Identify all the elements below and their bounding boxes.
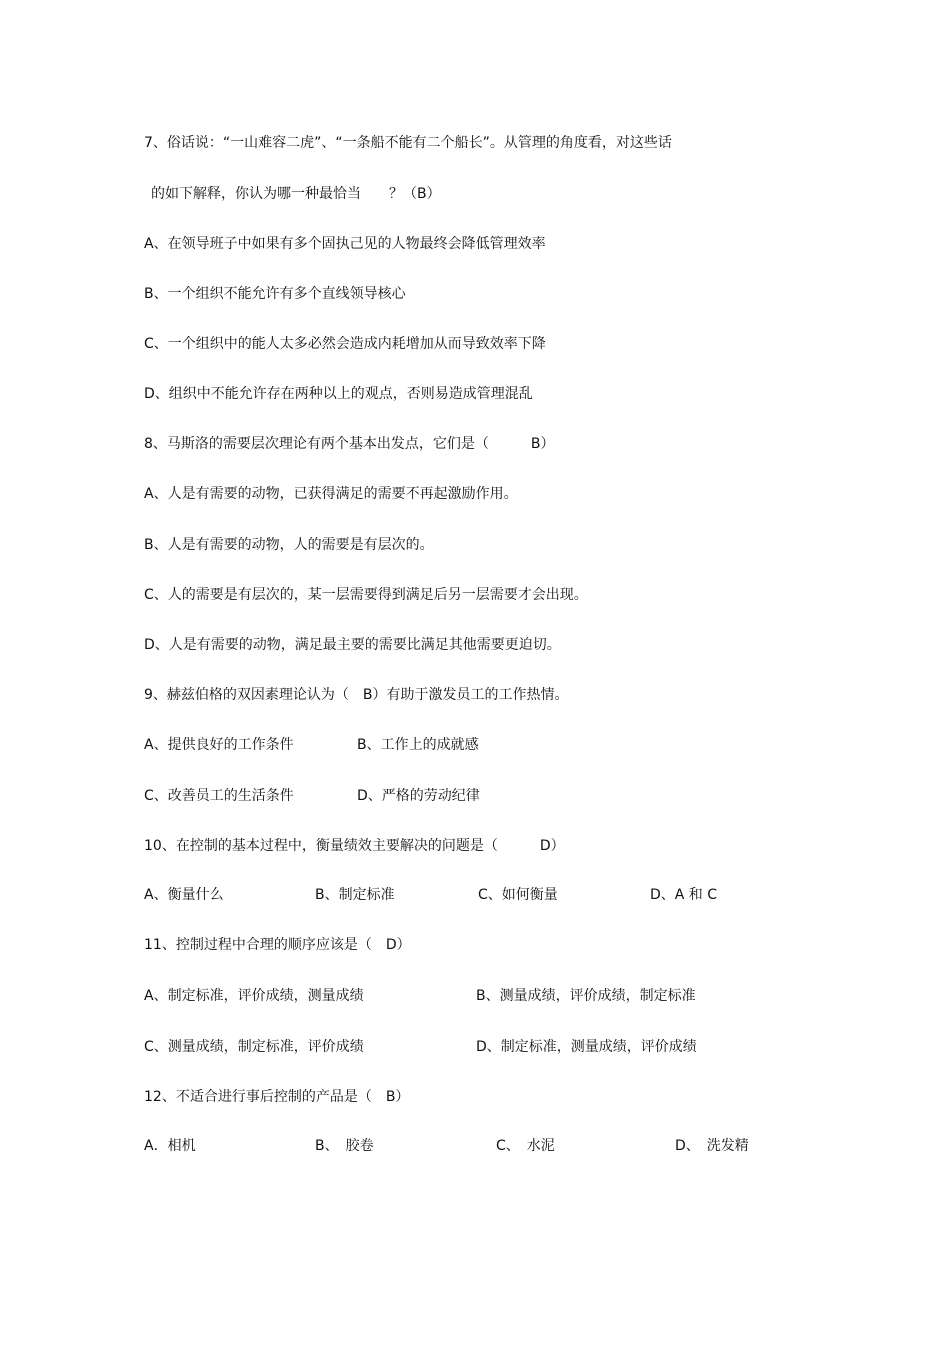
q7-option-d: D、组织中不能允许存在两种以上的观点，否则易造成管理混乱 bbox=[144, 386, 533, 402]
q7-option-b: B、一个组织不能允许有多个直线领导核心 bbox=[144, 286, 406, 302]
q10-option-a: A、衡量什么 bbox=[144, 887, 224, 903]
q11-option-c: C、测量成绩，制定标准，评价成绩 bbox=[144, 1039, 364, 1055]
q8-option-c: C、人的需要是有层次的，某一层需要得到满足后另一层需要才会出现。 bbox=[144, 587, 588, 603]
question-11: 11、控制过程中合理的顺序应该是（ D） bbox=[144, 937, 411, 953]
q7-option-a: A、在领导班子中如果有多个固执己见的人物最终会降低管理效率 bbox=[144, 236, 546, 252]
q8-option-d: D、人是有需要的动物，满足最主要的需要比满足其他需要更迫切。 bbox=[144, 637, 561, 653]
q8-option-b: B、人是有需要的动物，人的需要是有层次的。 bbox=[144, 537, 434, 553]
question-9: 9、赫兹伯格的双因素理论认为（ B）有助于激发员工的工作热情。 bbox=[144, 687, 569, 703]
question-7: 7、俗话说：“一山难容二虎”、“一条船不能有二个船长”。从管理的角度看，对这些话 bbox=[144, 135, 672, 151]
question-12: 12、不适合进行事后控制的产品是（ B） bbox=[144, 1089, 410, 1105]
q12-option-b: B、 胶卷 bbox=[315, 1138, 374, 1154]
question-10: 10、在控制的基本过程中，衡量绩效主要解决的问题是（ D） bbox=[144, 838, 565, 854]
question-7-continuation: 的如下解释，你认为哪一种最恰当 ？（B） bbox=[151, 186, 441, 202]
q9-option-b: B、工作上的成就感 bbox=[357, 737, 479, 753]
q11-option-b: B、测量成绩，评价成绩，制定标准 bbox=[476, 988, 696, 1004]
question-8: 8、马斯洛的需要层次理论有两个基本出发点，它们是（ B） bbox=[144, 436, 555, 452]
q12-option-d: D、 洗发精 bbox=[675, 1138, 749, 1154]
q9-option-c: C、改善员工的生活条件 bbox=[144, 788, 294, 804]
q10-option-c: C、如何衡量 bbox=[478, 887, 558, 903]
q11-option-d: D、制定标准，测量成绩，评价成绩 bbox=[476, 1039, 697, 1055]
q10-option-b: B、制定标准 bbox=[315, 887, 395, 903]
q12-option-a: A．相机 bbox=[144, 1138, 196, 1154]
q7-option-c: C、一个组织中的能人太多必然会造成内耗增加从而导致效率下降 bbox=[144, 336, 546, 352]
q9-option-d: D、严格的劳动纪律 bbox=[357, 788, 480, 804]
q10-option-d: D、A 和 C bbox=[650, 887, 718, 903]
q11-option-a: A、制定标准，评价成绩，测量成绩 bbox=[144, 988, 364, 1004]
q12-option-c: C、 水泥 bbox=[496, 1138, 555, 1154]
q9-option-a: A、提供良好的工作条件 bbox=[144, 737, 294, 753]
q8-option-a: A、人是有需要的动物，已获得满足的需要不再起激励作用。 bbox=[144, 486, 518, 502]
